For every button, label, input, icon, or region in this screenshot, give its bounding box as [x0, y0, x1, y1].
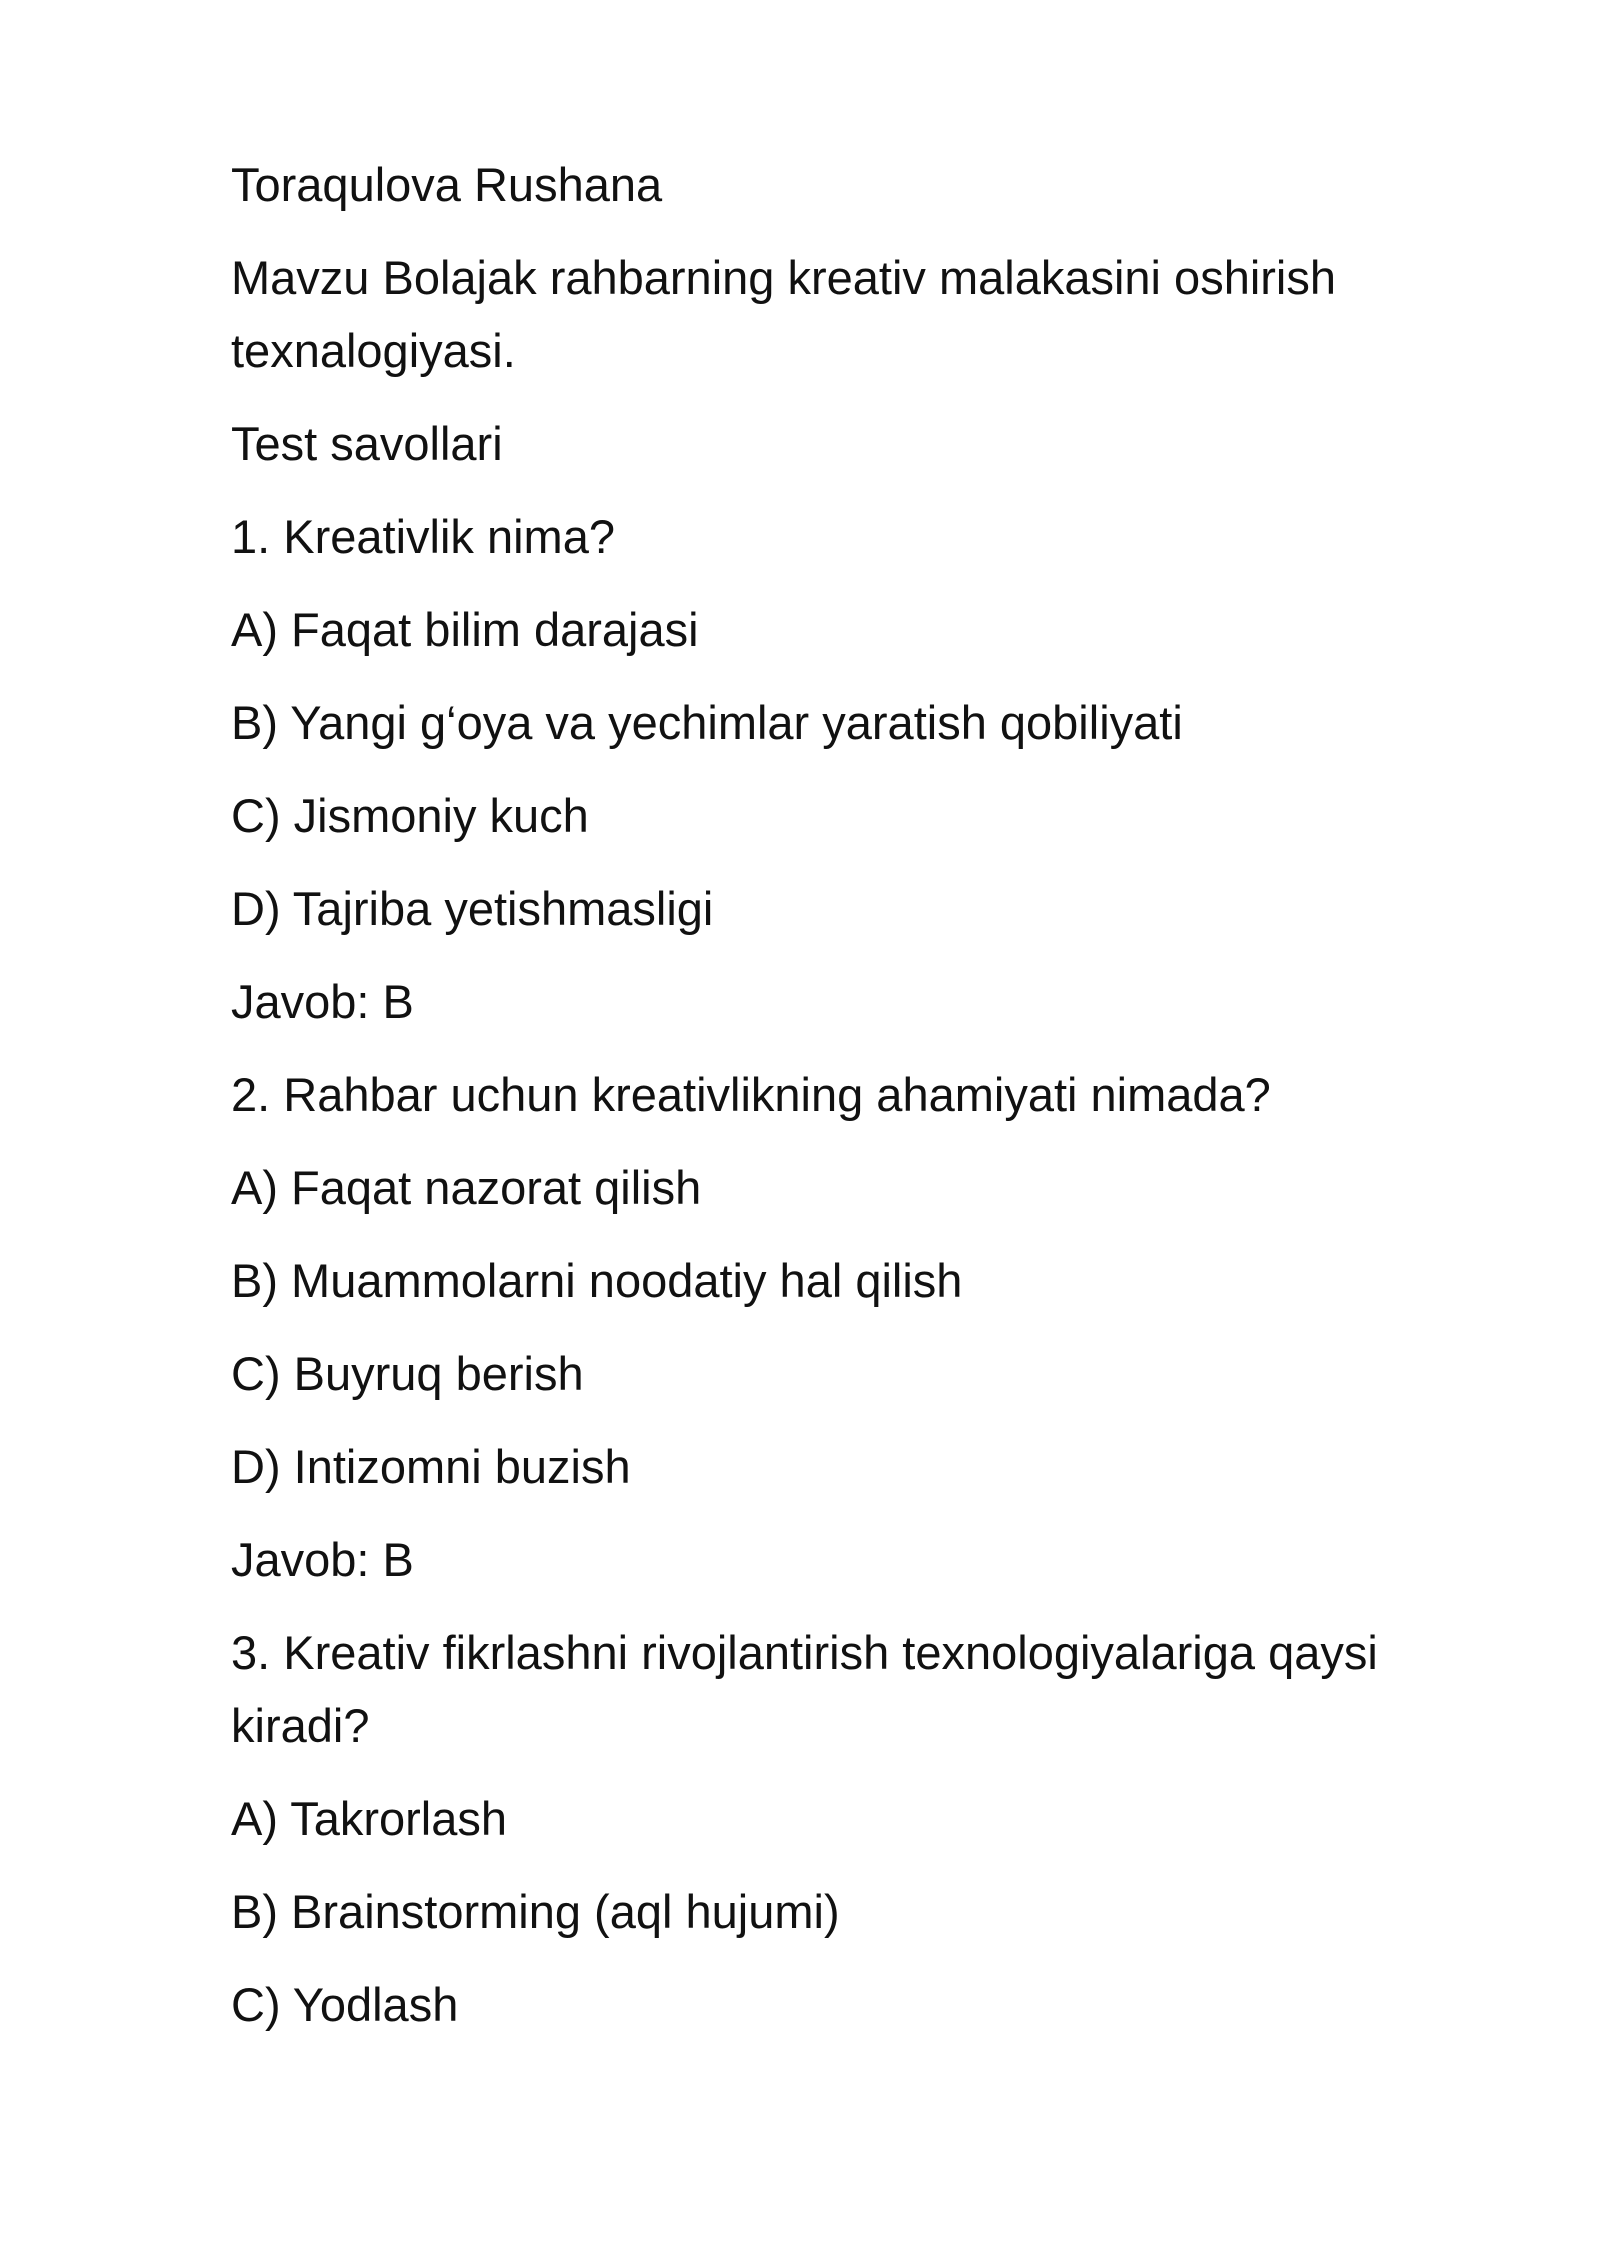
question-2-option-a: A) Faqat nazorat qilish — [231, 1161, 702, 1214]
question-1-option-a: A) Faqat bilim darajasi — [231, 603, 699, 656]
document-body — [231, 148, 1461, 2061]
question-1-option-d: D) Tajriba yetishmasligi — [231, 882, 714, 935]
question-1-answer: Javob: B — [231, 975, 414, 1028]
question-3: 3. Kreativ fikrlashni rivojlantirish texnologiyalariga qaysi kiradi? — [231, 1626, 1378, 1752]
question-3-option-b: B) Brainstorming (aql hujumi) — [231, 1885, 840, 1938]
author-name: Toraqulova Rushana — [231, 158, 663, 211]
question-2: 2. Rahbar uchun kreativlikning ahamiyati nimada? — [231, 1068, 1271, 1121]
topic-heading: Mavzu Bolajak rahbarning kreativ malakasini oshirish texnalogiyasi. — [231, 251, 1337, 377]
question-1-option-b: B) Yangi g‘oya va yechimlar yaratish qobiliyati — [231, 696, 1183, 749]
question-1: 1. Kreativlik nima? — [231, 510, 615, 563]
question-2-option-b: B) Muammolarni noodatiy hal qilish — [231, 1254, 963, 1307]
question-1-option-c: C) Jismoniy kuch — [231, 789, 589, 842]
question-2-option-c: C) Buyruq berish — [231, 1347, 584, 1400]
question-3-option-a: A) Takrorlash — [231, 1792, 508, 1845]
section-title: Test savollari — [231, 417, 503, 470]
question-2-option-d: D) Intizomni buzish — [231, 1440, 631, 1493]
question-3-option-c: C) Yodlash — [231, 1978, 459, 2031]
question-2-answer: Javob: B — [231, 1533, 414, 1586]
